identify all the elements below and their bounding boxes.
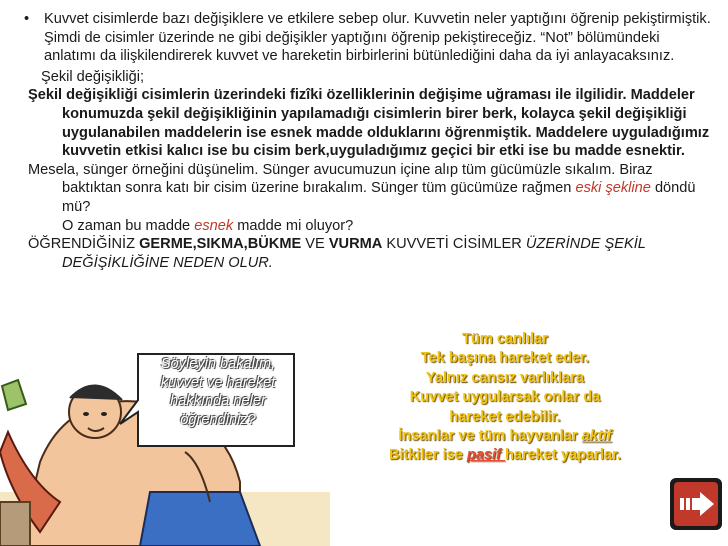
bubble-line3: hakkında neler bbox=[170, 393, 266, 410]
final-d: VURMA bbox=[328, 236, 383, 253]
final-f: ÜZERİNDE ŞEKİL DEĞİŞİKLİĞİNE NEDEN OLUR. bbox=[62, 236, 646, 271]
right-line4: Kuvvet uygularsak onlar da bbox=[409, 389, 601, 406]
right-line6 bbox=[360, 427, 650, 446]
bold-paragraph: Şekil değişikliği cisimlerin üzerindeki fizîki özelliklerinin değişime uğraması ile ilgilidir. Maddeler konumuzda şekil değişikliğinin yapılamadığı cisimlerin birer berk, kolayca şekil değişikliği uygulanabilen maddelerin ise esnek madde olduklarını öğrenmiştik. Maddelere uyguladığımız kuvvetin etkisi kalıcı ise bu cisim berk,uyguladığımız geçici bir etki ise bu madde esnektir. bbox=[28, 87, 710, 160]
bubble-line4: öğrendiniz? bbox=[180, 411, 256, 428]
paragraph-intro bbox=[14, 10, 714, 66]
example-line2a: O zaman bu madde bbox=[62, 217, 195, 234]
speech-bubble-text bbox=[146, 355, 290, 429]
right-line6-a: İnsanlar ve tüm hayvanlar bbox=[398, 428, 582, 445]
final-c: VE bbox=[301, 236, 329, 253]
example-part2: döndü mü? bbox=[62, 180, 696, 215]
subheading: Şekil değişikliği; bbox=[41, 68, 145, 85]
example-paragraph bbox=[14, 161, 714, 235]
right-line7-pasif: pasif bbox=[466, 447, 505, 464]
main-text bbox=[14, 10, 714, 272]
right-line2: Tek başına hareket eder. bbox=[420, 350, 590, 367]
right-line1: Tüm canlılar bbox=[462, 331, 548, 347]
example-part1: Mesela, sünger örneğini düşünelim. Sünger avucumuzun içine alıp tüm gücümüzle sıkalım. Biraz baktıktan sonra katı bir cisim üzerine bırakalım. Sünger tüm gücümüze rağmen bbox=[28, 161, 653, 197]
final-paragraph bbox=[14, 235, 714, 272]
paragraph-intro-text: Kuvvet cisimlerde bazı değişiklere ve etkilere sebep olur. Kuvvetin neler yaptığını öğrenip pekiştirmiştik. Şimdi de cisimler üzerinde ne gibi değişikler yaptığını öğrenip pekiştireceğiz. “Not” bölümündeki anlatımı da ilişkilendirerek kuvvet ve hareketin birbirlerini bütünlediğini daha da iyi anlayacaksınız. bbox=[44, 11, 711, 65]
right-line5: hareket edebilir. bbox=[449, 408, 561, 425]
right-line3: Yalnız cansız varlıklara bbox=[425, 369, 585, 386]
next-button[interactable] bbox=[668, 476, 724, 532]
right-line7-a: Bitkiler ise bbox=[388, 447, 467, 464]
right-note bbox=[360, 330, 650, 466]
right-line6-aktif: aktif bbox=[581, 428, 612, 445]
right-line7 bbox=[360, 446, 650, 465]
bubble-line2: kuvvet ve hareket bbox=[160, 374, 276, 391]
example-red2: esnek bbox=[194, 217, 234, 234]
final-e: KUVVETİ CİSİMLER bbox=[382, 236, 526, 253]
example-red1: eski şekline bbox=[575, 180, 651, 197]
bubble-line1: Söyleyin bakalım, bbox=[160, 356, 276, 372]
bullet-dot: • bbox=[24, 11, 30, 27]
right-line7-c: hareket yaparlar. bbox=[504, 447, 622, 464]
final-b: GERME,SIKMA,BÜKME bbox=[139, 236, 302, 253]
example-line2b: madde mi oluyor? bbox=[233, 217, 354, 234]
final-a: ÖĞRENDİĞİNİZ bbox=[28, 236, 140, 253]
